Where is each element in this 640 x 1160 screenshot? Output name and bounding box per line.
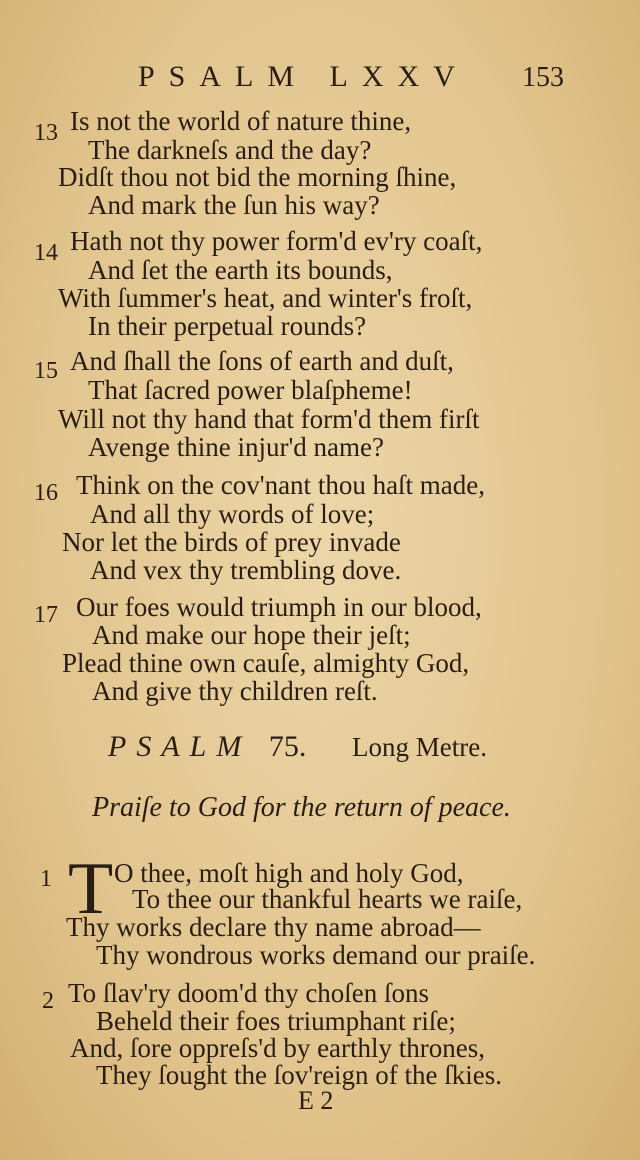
verse-line: Nor let the birds of prey invade xyxy=(62,527,401,557)
verse-line: Will not thy hand that form'd them firſt xyxy=(58,404,480,434)
verse-number: 17 xyxy=(34,602,58,628)
verse-line: To thee our thankful hearts we raiſe, xyxy=(132,884,523,914)
page-number: 153 xyxy=(522,62,564,93)
verse-number: 15 xyxy=(34,358,58,384)
psalm-subtitle: Praiſe to God for the return of peace. xyxy=(92,792,511,823)
verse-number: 1 xyxy=(40,866,52,892)
verse-line: Hath not thy power form'd ev'ry coaſt, xyxy=(70,226,483,256)
verse-line: And ſet the earth its bounds, xyxy=(88,255,393,285)
verse-line: The darkneſs and the day? xyxy=(88,135,372,165)
verse-line: Thy works declare thy name abroad— xyxy=(66,912,481,942)
verse-line: Plead thine own cauſe, almighty God, xyxy=(62,648,470,678)
verse-line: In their perpetual rounds? xyxy=(88,311,367,341)
verse-line: They ſought the ſov'reign of the ſkies. xyxy=(96,1060,503,1090)
verse-line: And all thy words of love; xyxy=(90,499,375,529)
verse-line: Avenge thine injur'd name? xyxy=(88,432,385,462)
signature-mark: E 2 xyxy=(298,1086,334,1115)
verse-number: 16 xyxy=(34,480,58,506)
verse-line: That ſacred power blaſpheme! xyxy=(88,375,413,405)
verse-line: And make our hope their jeſt; xyxy=(92,620,411,650)
page-header xyxy=(0,60,640,100)
verse-line: And ſhall the ſons of earth and duſt, xyxy=(70,346,454,376)
verse-line: Thy wondrous works demand our praiſe. xyxy=(96,940,536,970)
verse-number: 2 xyxy=(42,988,54,1014)
verse-line: Is not the world of nature thine, xyxy=(70,106,412,136)
psalm-title-word: PSALM xyxy=(108,730,252,763)
psalm-title xyxy=(108,730,306,764)
running-head: PSALM LXXV xyxy=(138,60,469,93)
verse-line: O thee, moſt high and holy God, xyxy=(114,858,464,888)
verse-line: And, ſore oppreſs'd by earthly thrones, xyxy=(70,1033,486,1063)
verse-line: And give thy children reſt. xyxy=(92,676,378,706)
verse-line: Didſt thou not bid the morning ſhine, xyxy=(58,162,457,192)
psalm-metre: Long Metre. xyxy=(352,732,487,762)
verse-line: Beheld their foes triumphant riſe; xyxy=(96,1006,456,1036)
verse-line: With ſummer's heat, and winter's froſt, xyxy=(58,283,473,313)
verse-number: 13 xyxy=(34,120,58,146)
verse-line: Our foes would triumph in our blood, xyxy=(76,592,482,622)
verse-number: 14 xyxy=(34,240,58,266)
verse-line: And vex thy trembling dove. xyxy=(90,555,402,585)
drop-cap: T xyxy=(68,848,114,930)
verse-line: Think on the cov'nant thou haſt made, xyxy=(76,470,486,500)
psalm-number: 75. xyxy=(268,730,307,763)
verse-line: To ſlav'ry doom'd thy choſen ſons xyxy=(68,978,430,1008)
verse-line: And mark the ſun his way? xyxy=(88,190,380,220)
